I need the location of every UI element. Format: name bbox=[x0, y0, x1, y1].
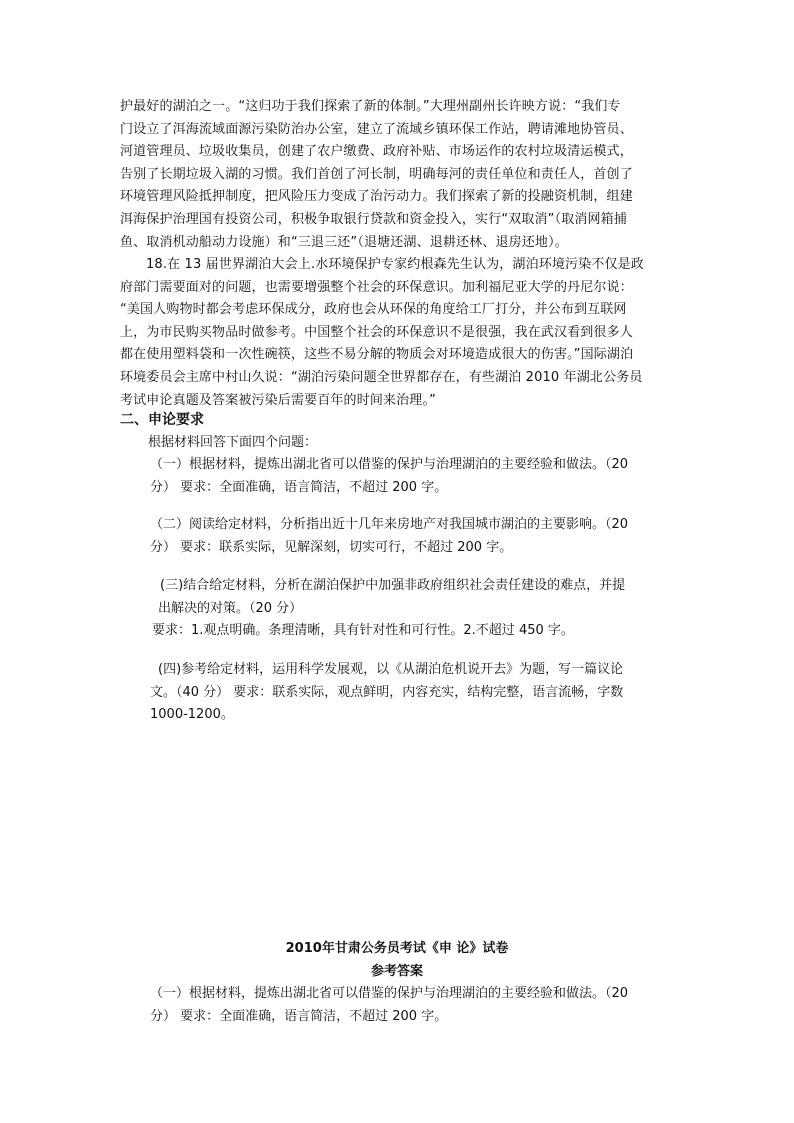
question-2 bbox=[150, 514, 628, 559]
text-line: 文。（40 分） 要求：联系实际，观点鲜明，内容充实，结构完整，语言流畅，字数 bbox=[150, 684, 624, 700]
text-line: 洱海保护治理国有投资公司，积极争取银行贷款和资金投入，实行“双取消”（取消网箱捕 bbox=[120, 211, 627, 227]
text-line: 府部门需要面对的问题，也需要增强整个社会的环保意识。加利福尼亚大学的丹尼尔说： bbox=[120, 279, 633, 295]
text-line: (四)参考给定材料，运用科学发展观，以《从湖泊危机说开去》为题，写一篇议论 bbox=[158, 662, 624, 677]
text-line: 都在使用塑料袋和一次性碗筷，这些不易分解的物质会对环境造成很大的伤害。”国际湖泊 bbox=[120, 347, 634, 363]
text-line: 告别了长期垃圾入湖的习惯。我们首创了河长制，明确每河的责任单位和责任人，首创了 bbox=[120, 166, 633, 182]
question-3 bbox=[160, 575, 625, 620]
text-line: 出解决的对策。（20 分） bbox=[158, 600, 303, 616]
text-line: （一）根据材料，提炼出湖北省可以借鉴的保护与治理湖泊的主要经验和做法。（20 bbox=[150, 986, 629, 1001]
text-line: 河道管理员、垃圾收集员，创建了农户缴费、政府补贴、市场运作的农村垃圾清运模式， bbox=[120, 144, 633, 160]
section-intro: 根据材料回答下面四个问题： bbox=[148, 435, 318, 450]
question-4 bbox=[150, 659, 624, 727]
text-line: 18.在 13 届世界湖泊大会上.水环境保护专家约根森先生认为，湖泊环境污染不仅是政 bbox=[146, 257, 644, 272]
section-heading: 二、申论要求 bbox=[120, 412, 204, 428]
text-line: 上，为市民购买物品时做参考。中国整个社会的环保意识不是很强，我在武汉看到很多人 bbox=[120, 324, 633, 340]
text-line: 鱼、取消机动船动力设施）和“三退三还”（退塘还湖、退耕还林、退房还地）。 bbox=[120, 234, 568, 250]
text-line: (三)结合给定材料，分析在湖泊保护中加强非政府组织社会责任建设的难点，并提 bbox=[160, 578, 626, 593]
text-line: （二）阅读给定材料，分析指出近十几年来房地产对我国城市湖泊的主要影响。（20 bbox=[150, 517, 629, 532]
question-1 bbox=[150, 454, 628, 499]
material-paragraph-17 bbox=[120, 96, 682, 254]
answers-title: 2010年甘肃公务员考试《申 论》试卷 bbox=[285, 941, 509, 956]
answers-subtitle: 参考答案 bbox=[370, 964, 423, 979]
answer-question-1 bbox=[150, 983, 628, 1028]
question-3-requirement: 要求：1.观点明确。条理清晰，具有针对性和可行性。2.不超过 450 字。 bbox=[152, 623, 574, 638]
text-line: 环境管理风险抵押制度，把风险压力变成了治污动力。我们探索了新的投融资机制，组建 bbox=[120, 189, 633, 205]
text-line: 环境委员会主席中村山久说：“湖泊污染问题全世界都存在，有些湖泊 2010 年湖北公务员 bbox=[120, 369, 643, 385]
text-line: 1000-1200。 bbox=[150, 707, 234, 722]
text-line: 护最好的湖泊之一。“这归功于我们探索了新的体制。”大理州副州长许映方说：“我们专 bbox=[120, 99, 621, 114]
text-line: （一）根据材料，提炼出湖北省可以借鉴的保护与治理湖泊的主要经验和做法。（20 bbox=[150, 457, 629, 472]
material-paragraph-18 bbox=[120, 254, 682, 412]
text-line: “美国人购物时都会考虑环保成分，政府也会从环保的角度给工厂打分，并公布到互联网 bbox=[120, 302, 627, 318]
text-line: 分） 要求：全面准确，语言简洁，不超过 200 字。 bbox=[150, 1008, 448, 1024]
text-line: 分） 要求：全面准确，语言简洁，不超过 200 字。 bbox=[150, 479, 448, 495]
text-line: 门设立了洱海流域面源污染防治办公室，建立了流域乡镇环保工作站，聘请滩地协管员、 bbox=[120, 121, 633, 137]
text-line: 考试申论真题及答案被污染后需要百年的时间来治理。” bbox=[120, 392, 436, 408]
text-line: 分） 要求：联系实际，见解深刻，切实可行，不超过 200 字。 bbox=[150, 539, 513, 555]
